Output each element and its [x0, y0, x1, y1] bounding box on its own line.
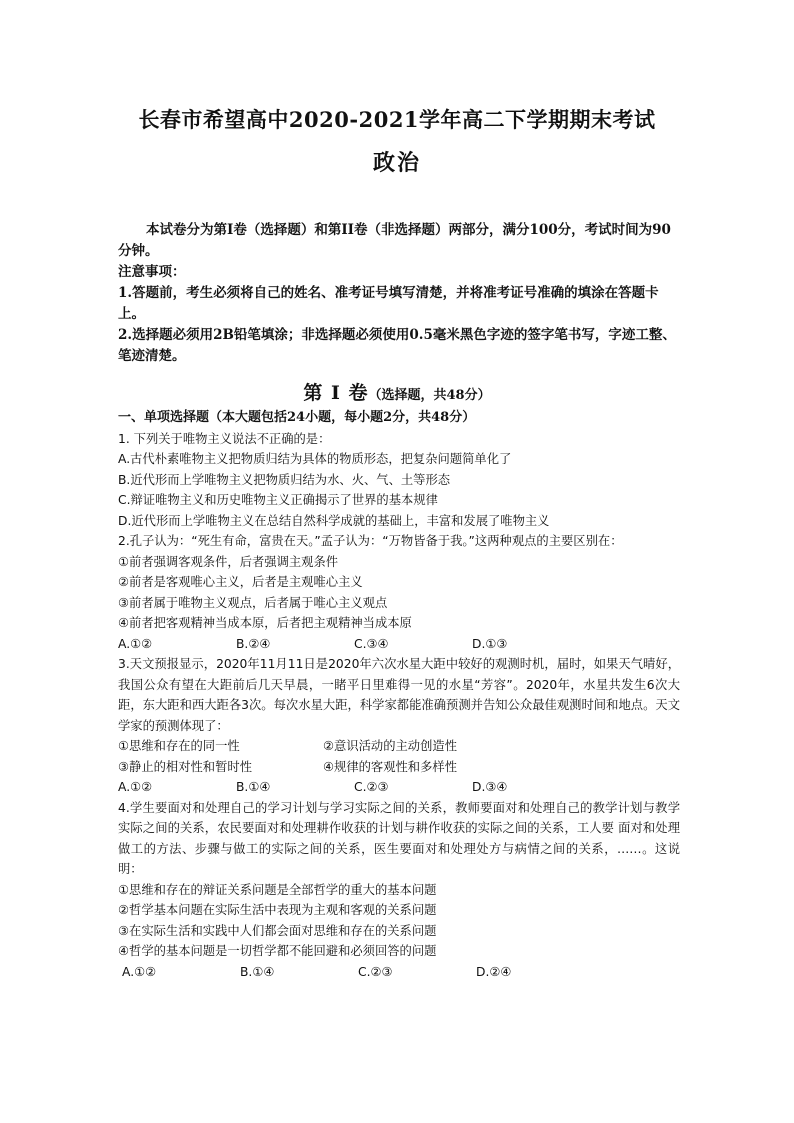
q4-item-2: ②哲学基本问题在实际生活中表现为主观和客观的关系问题 [118, 903, 437, 917]
q1-option-c: C.辩证唯物主义和历史唯物主义正确揭示了世界的基本规律 [118, 493, 438, 507]
q2-answer-d: D.①③ [472, 636, 508, 651]
q2-item-4: ④前者把客观精神当成本原，后者把主观精神当成本原 [118, 616, 412, 630]
q2-answer-row [118, 634, 680, 655]
q2-answer-b: B.②④ [236, 636, 271, 651]
note-1: 1.答题前，考生必须将自己的姓名、准考证号填写清楚，并将准考证号准确的填涂在答题卡上。 [118, 285, 659, 322]
q3-items-row-1 [118, 736, 680, 757]
q4-item-3: ③在实际生活和实践中人们都会面对思维和存在的关系问题 [118, 923, 437, 938]
section-title: 第 I 卷 [303, 382, 369, 404]
q3-stem: 3.天文预报显示，2020年11月11日是2020年六次水星大距中较好的观测时机，届时，如果天气晴好，我国公众有望在大距前后几天早晨，一睹平日里难得一见的水星“芳容”。2020年，水星共发生6次大距，东大距和西大距各3次。每次水星大距，科学家都能准确预测并告知公众最佳观测时间和地点。天文学家的预测体现了： [118, 657, 680, 733]
q2-stem: 2.孔子认为：“死生有命，富贵在天。”孟子认为：“万物皆备于我。”这两种观点的主要区别在： [118, 534, 623, 548]
q2-item-3: ③前者属于唯物主义观点，后者属于唯心主义观点 [118, 595, 388, 610]
q3-answer-d: D.③④ [472, 780, 508, 794]
q4-stem: 4.学生要面对和处理自己的学习计划与学习实际之间的关系，教师要面对和处理自己的教学计划与教学实际之间的关系，农民要面对和处理耕作收获的计划与耕作收获的实际之间的关系，工人要 面对和处理做工的方法、步骤与做工的实际之间的关系，医生要面对和处理处方与病情之间的关系，……。这说明： [118, 800, 680, 876]
q2-item-2: ②前者是客观唯心主义，后者是主观唯心主义 [118, 575, 363, 589]
q4-item-1: ①思维和存在的辩证关系问题是全部哲学的重大的基本问题 [118, 882, 437, 897]
q4-item-4: ④哲学的基本问题是一切哲学都不能回避和必须回答的问题 [118, 944, 437, 958]
q3-item-2: ②意识活动的主动创造性 [323, 739, 457, 753]
notes-title: 注意事项： [118, 264, 186, 280]
q3-answer-a: A.①② [118, 780, 153, 794]
q2-answer-c: C.③④ [354, 636, 389, 651]
section-heading [0, 378, 794, 405]
q3-answer-c: C.②③ [354, 780, 389, 794]
q3-items-row-2 [118, 757, 680, 778]
q4-answer-a: A.①② [122, 964, 157, 979]
part-title: 一、单项选择题（本大题包括24小题，每小题2分，共48分） [118, 410, 476, 425]
q1-option-b: B.近代形而上学唯物主义把物质归结为水、火、气、土等形态 [118, 472, 451, 487]
q3-item-3: ③静止的相对性和暂时性 [118, 759, 252, 774]
exam-instructions [118, 220, 680, 367]
subject-title: 政治 [372, 150, 421, 176]
q4-answer-c: C.②③ [358, 964, 393, 979]
exam-title: 长春市希望高中2020-2021学年高二下学期期末考试 [138, 107, 656, 132]
q3-answer-row [118, 777, 680, 798]
q4-answer-d: D.②④ [476, 964, 512, 979]
q4-answer-row [118, 962, 680, 983]
q4-answer-b: B.①④ [240, 964, 275, 979]
q1-stem: 1. 下列关于唯物主义说法不正确的是： [118, 431, 331, 446]
q3-item-1: ①思维和存在的同一性 [118, 739, 240, 753]
q1-option-a: A.古代朴素唯物主义把物质归结为具体的物质形态，把复杂问题简单化了 [118, 452, 512, 466]
intro-paragraph: 本试卷分为第I卷（选择题）和第II卷（非选择题）两部分，满分100分，考试时间为90分钟。 [118, 222, 671, 259]
note-2: 2.选择题必须用2B铅笔填涂；非选择题必须使用0.5毫米黑色字迹的签字笔书写，字迹工整、笔迹清楚。 [118, 327, 676, 364]
question-list [118, 408, 680, 982]
section-subtitle: （选择题，共48分） [368, 388, 491, 403]
q3-item-4: ④规律的客观性和多样性 [323, 759, 457, 774]
q1-option-d: D.近代形而上学唯物主义在总结自然科学成就的基础上，丰富和发展了唯物主义 [118, 513, 550, 528]
q3-answer-b: B.①④ [236, 780, 271, 794]
q2-item-1: ①前者强调客观条件，后者强调主观条件 [118, 554, 339, 569]
q2-answer-a: A.①② [118, 636, 153, 651]
